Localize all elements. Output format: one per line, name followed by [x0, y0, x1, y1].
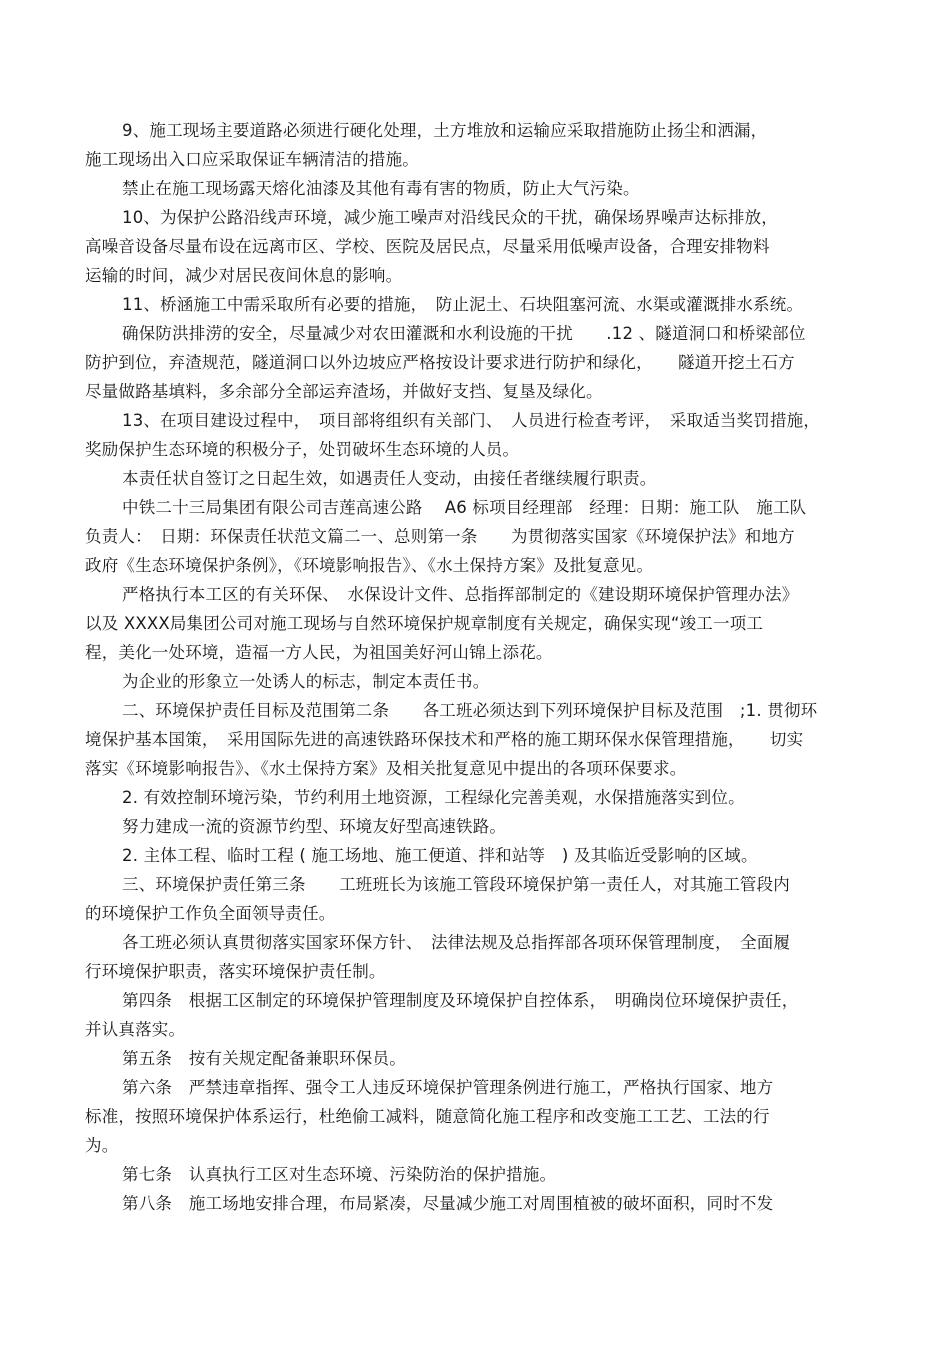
text-line: 2. 主体工程、临时工程 ( 施工场地、施工便道、拌和站等 ) 及其临近受影响的区域。 [122, 846, 758, 865]
text-line: 严格执行本工区的有关环保、 水保设计文件、总指挥部制定的《建设期环境保护管理办法》 [122, 585, 799, 604]
text-line: 中铁二十三局集团有限公司吉莲高速公路 A6 标项目经理部 经理：日期：施工队 施工队 [122, 498, 807, 517]
text-line: 禁止在施工现场露天熔化油漆及其他有毒有害的物质，防止大气污染。 [122, 179, 640, 198]
text-line: 确保防洪排涝的安全，尽量减少对农田灌溉和水利设施的干扰 .12 、隧道洞口和桥梁部位 [122, 324, 806, 343]
text-line: 标准，按照环境保护体系运行，杜绝偷工减料，随意简化施工程序和改变施工工艺、工法的行 [85, 1107, 770, 1126]
text-line: 负责人： 日期：环保责任状范文篇二一、总则第一条 为贯彻落实国家《环境保护法》和地方 [85, 527, 795, 546]
text-line: 防护到位，弃渣规范，隧道洞口以外边坡应严格按设计要求进行防护和绿化， 隧道开挖土石方 [85, 353, 795, 372]
text-line: 施工现场出入口应采取保证车辆清洁的措施。 [85, 150, 419, 169]
text-line: 13、在项目建设过程中， 项目部将组织有关部门、 人员进行检查考评， 采取适当奖罚措施， [122, 411, 821, 430]
text-line: 第六条 严禁违章指挥、强令工人违反环境保护管理条例进行施工，严格执行国家、地方 [122, 1078, 774, 1097]
text-line: 并认真落实。 [85, 1020, 186, 1039]
text-line: 程，美化一处环境，造福一方人民，为祖国美好河山锦上添花。 [85, 643, 553, 662]
text-line: 落实《环境影响报告》、《水土保持方案》及相关批复意见中提出的各项环保要求。 [85, 759, 687, 778]
text-line: 本责任状自签订之日起生效，如遇责任人变动，由接任者继续履行职责。 [122, 469, 657, 488]
text-line: 尽量做路基填料，多余部分全部运弃渣场，并做好支挡、复垦及绿化。 [85, 382, 603, 401]
text-line: 第四条 根据工区制定的环境保护管理制度及环境保护自控体系， 明确岗位环境保护责任， [122, 991, 799, 1010]
text-line: 努力建成一流的资源节约型、环境友好型高速铁路。 [122, 817, 507, 836]
text-line: 的环境保护工作负全面领导责任。 [85, 904, 336, 923]
text-line: 三、环境保护责任第三条 工班班长为该施工管段环境保护第一责任人，对其施工管段内 [122, 875, 790, 894]
text-line: 2. 有效控制环境污染，节约利用土地资源，工程绿化完善美观，水保措施落实到位。 [122, 788, 745, 807]
text-line: 第八条 施工场地安排合理，布局紧凑，尽量减少施工对周围植被的破坏面积，同时不发 [122, 1194, 774, 1213]
text-line: 运输的时间，减少对居民夜间休息的影响。 [85, 266, 403, 285]
text-line: 政府《生态环境保护条例》，《环境影响报告》、《水土保持方案》及批复意见。 [85, 556, 654, 575]
text-line: 以及 XXXX局集团公司对施工现场与自然环境保护规章制度有关规定，确保实现“竣工一项工 [85, 614, 764, 633]
text-line: 行环境保护职责，落实环境保护责任制。 [85, 962, 386, 981]
text-line: 第七条 认真执行工区对生态环境、污染防治的保护措施。 [122, 1165, 557, 1184]
text-line: 为。 [85, 1136, 119, 1155]
text-line: 高噪音设备尽量布设在远离市区、学校、医院及居民点，尽量采用低噪声设备，合理安排物料 [85, 237, 770, 256]
text-line: 11、桥涵施工中需采取所有必要的措施， 防止泥土、石块阻塞河流、水渠或灌溉排水系统。 [122, 295, 804, 314]
text-line: 9、施工现场主要道路必须进行硬化处理，土方堆放和运输应采取措施防止扬尘和洒漏， [122, 121, 768, 140]
text-line: 二、环境保护责任目标及范围第二条 各工班必须达到下列环境保护目标及范围 ;1. 贯彻环 [122, 701, 818, 720]
text-line: 各工班必须认真贯彻落实国家环保方针、 法律法规及总指挥部各项环保管理制度， 全面履 [122, 933, 791, 952]
text-line: 境保护基本国策， 采用国际先进的高速铁路环保技术和严格的施工期环保水保管理措施， 切实 [85, 730, 804, 749]
text-line: 第五条 按有关规定配备兼职环保员。 [122, 1049, 406, 1068]
text-line: 10、为保护公路沿线声环境，减少施工噪声对沿线民众的干扰，确保场界噪声达标排放， [122, 208, 778, 227]
text-line: 奖励保护生态环境的积极分子，处罚破坏生态环境的人员。 [85, 440, 520, 459]
text-line: 为企业的形象立一处诱人的标志，制定本责任书。 [122, 672, 490, 691]
